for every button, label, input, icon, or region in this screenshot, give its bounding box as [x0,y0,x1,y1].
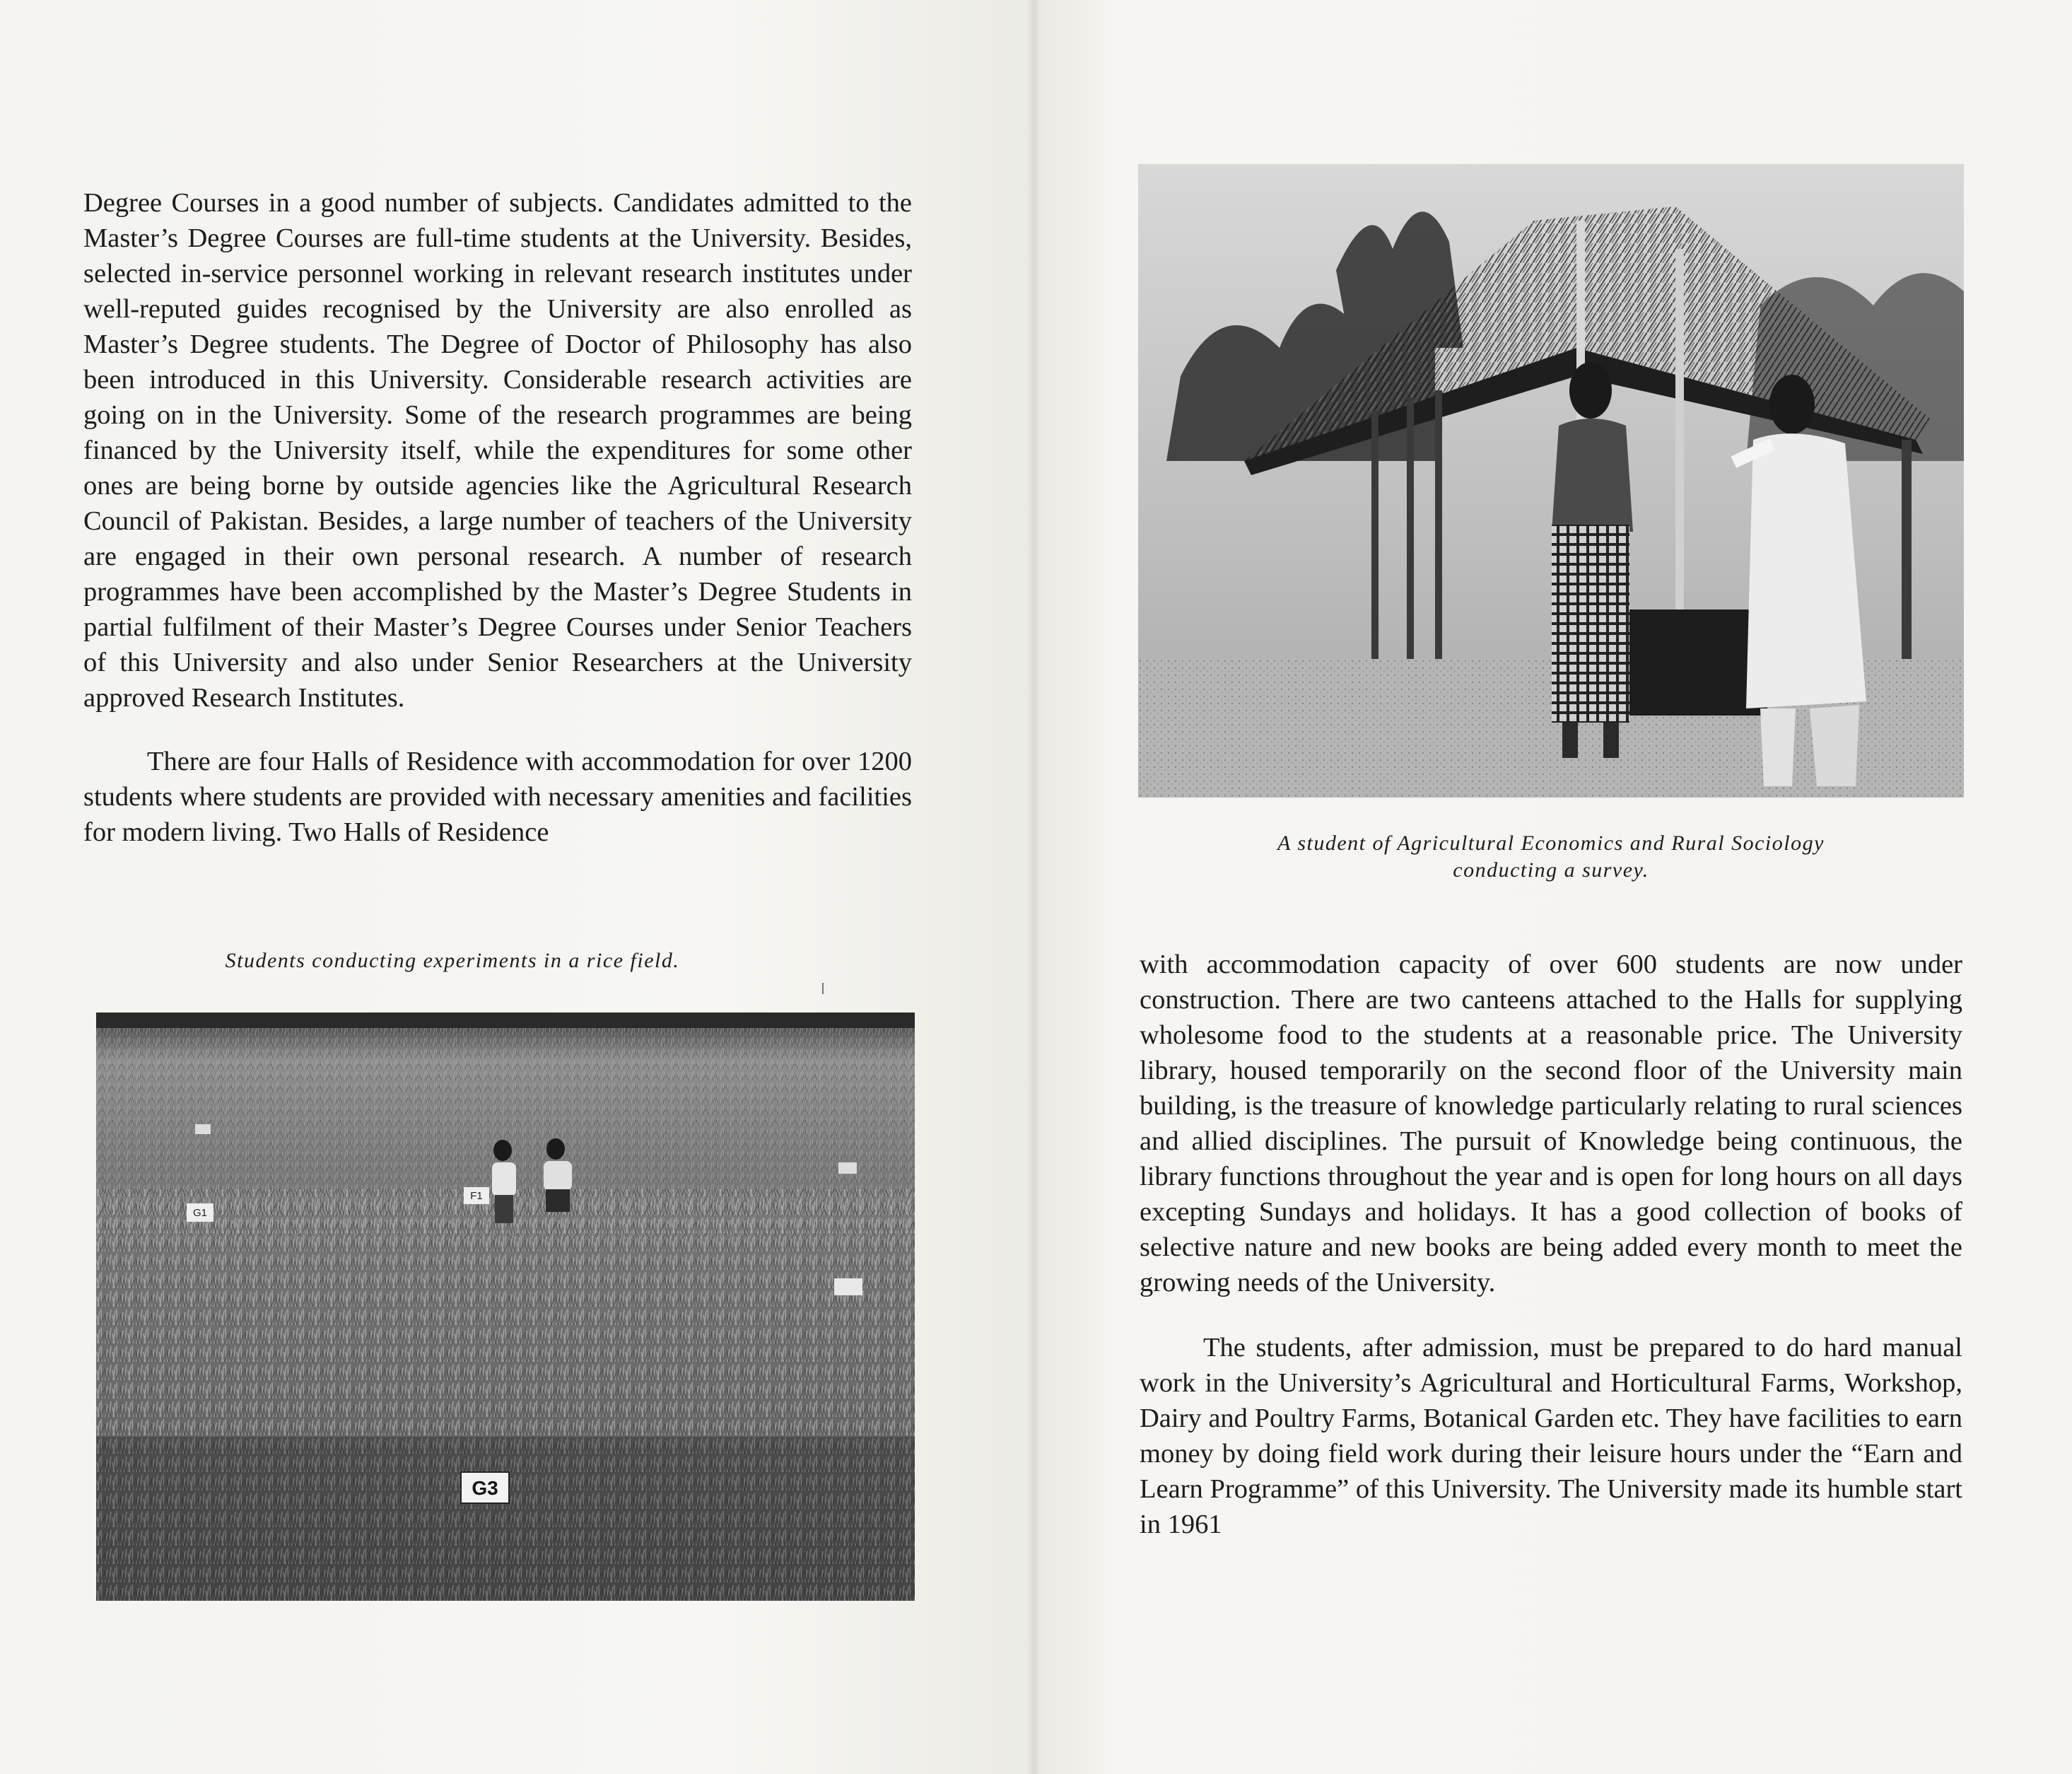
right-paragraph-1: with accommodation capacity of over 600 students are now under construction. There are two canteens attached to the Halls for supplying wholesome food to the students at a reasonable price. The University library, housed temporarily on the second floor of the University main building, is the treasure of knowledge particularly relating to rural sciences and allied disciplines. The pursuit of Knowledge being continuous, the library functions throughout the year and is open for long hours on all days excepting Sundays and holidays. It has a good collection of books of selective nature and new books are being added every month to meet the growing needs of the University. [1140,950,1962,1297]
plot-tag-g3 [461,1472,509,1503]
plot-tag [838,1162,857,1174]
left-page-body [83,185,912,850]
survey-caption-line-1: A student of Agricultural Economics and Rural Sociology [1277,831,1825,855]
rice-field-photo [96,1013,915,1601]
right-page-body [1140,947,1962,1542]
print-mark [822,983,824,994]
plot-tag [464,1187,489,1204]
plot-tag [834,1278,862,1295]
center-fold [1026,0,1041,1774]
survey-photo-caption [1140,830,1962,884]
svg-text:F1: F1 [470,1190,483,1202]
survey-caption-line-2: conducting a survey. [1453,858,1649,882]
left-paragraph-1: Degree Courses in a good number of subjects. Candidates admitted to the Master’s Degree Courses are full-time students at the University. Besides, selected in-service personnel working in relevant research institutes under well-reputed guides recognised by the University are also enrolled as Master’s Degree students. The Degree of Doctor of Philosophy has also been introduced in this University. Considerable research activities are going on in the University. Some of the research programmes are being financed by the University itself, while the expenditures for some other ones are being borne by outside agencies like the Agricultural Research Council of Pakistan. Besides, a large number of teachers of the University are engaged in their own personal research. A number of research programmes have been accomplished by the Master’s Degree Students in partial fulfilment of their Master’s Degree Courses under Senior Teachers of this University and also under Senior Researchers at the University approved Research Institutes. [83,188,912,713]
right-paragraph-2: The students, after admission, must be prepared to do hard manual work in the University’s Agricultural and Horticultural Farms, Workshop, Dairy and Poultry Farms, Botanical Garden etc. They have facilities to earn money by doing field work during their leisure hours under the “Earn and Learn Programme” of this University. The University made its humble start in 1961 [1140,1333,1962,1539]
left-paragraph-2: There are four Halls of Residence with accommodation for over 1200 students where students are provided with necessary amenities and facilities for modern living. Two Halls of Residence [83,747,912,847]
svg-text:G3: G3 [472,1477,498,1499]
plot-tag [195,1124,211,1134]
drum [1626,609,1767,716]
svg-text:G1: G1 [192,1207,208,1219]
survey-photo [1138,164,1964,798]
rice-field-photo-caption: Students conducting experiments in a rice field. [225,949,680,972]
plot-tag [187,1203,213,1222]
